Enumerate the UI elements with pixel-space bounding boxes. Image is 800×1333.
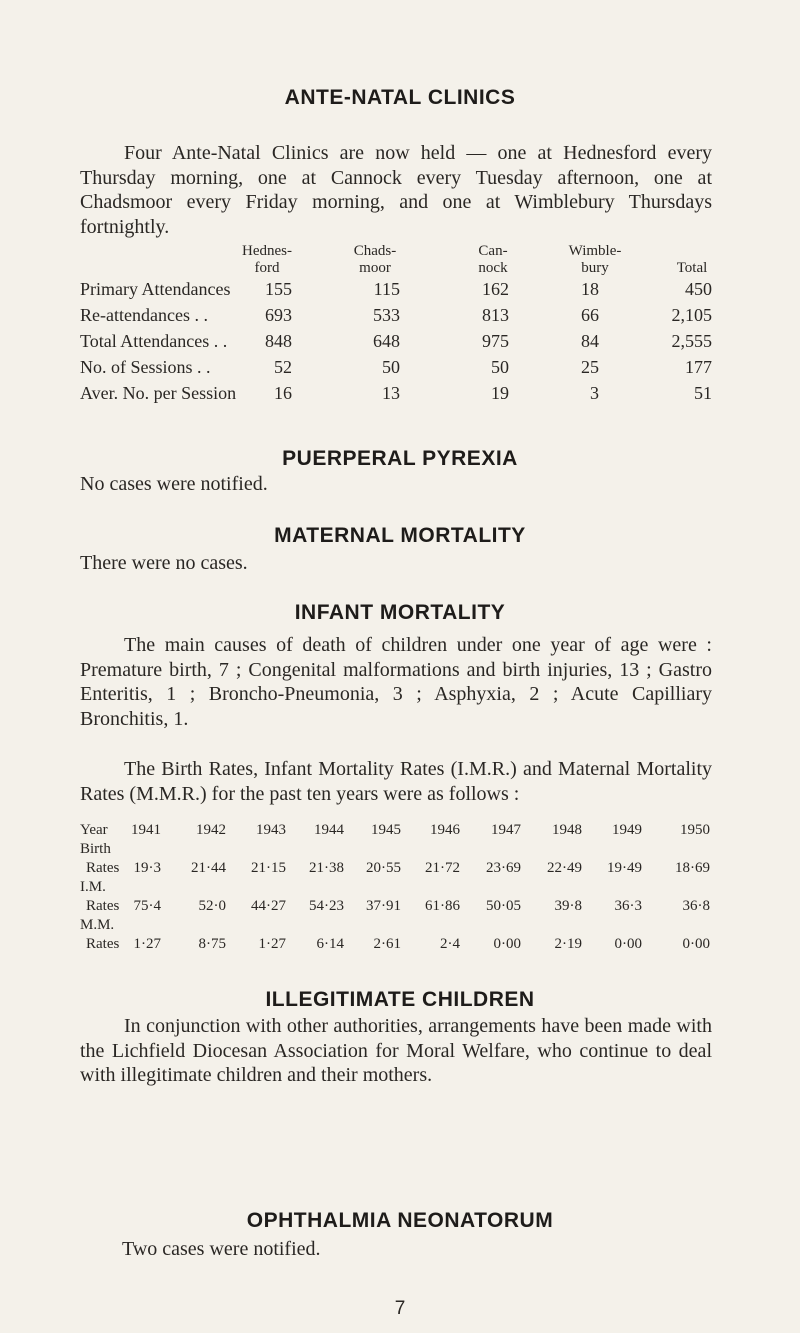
table-cell: 50 [382,357,400,377]
rate-cell: 36·3 [614,898,642,914]
rate-cell: 50·05 [486,898,521,914]
rate-cell: 18·69 [675,860,710,876]
table-cell: 177 [685,357,712,377]
rate-cell: 19·49 [607,860,642,876]
rate-cell: 2·4 [440,936,460,952]
row-label-rates: Rates [86,860,120,876]
col-header-hednesford: Hednes- ford [242,243,292,276]
rate-cell: 1·27 [258,936,286,952]
rate-cell: 21·44 [191,860,226,876]
rate-cell: 0·00 [614,936,642,952]
table-cell: 813 [482,305,509,325]
clinics-paragraph: Four Ante-Natal Clinics are now held — one at Hednesford every Thursday morning, one at Cannock every Tuesday afternoon, one at Chadsmoor every Friday morning, and one at Wimblebury Thursdays fortnightly. [80,142,712,238]
table-cell: 450 [685,279,712,299]
row-label-mm: M.M. [80,917,115,933]
table-cell: 693 [265,305,292,325]
rate-cell: 61·86 [425,898,460,914]
rate-cell: 37·91 [366,898,401,914]
row-label-sessions: No. of Sessions . . [80,357,211,377]
rate-cell: 19·3 [133,860,161,876]
page-number: 7 [394,1298,406,1319]
rate-cell: 54·23 [309,898,344,914]
year-header: 1943 [256,822,286,838]
illegitimate-paragraph: In conjunction with other authorities, arrangements have been made with the Lichfield Diocesan Association for Moral Welfare, who continue to deal with illegitimate children and their mothers. [80,1015,712,1086]
rate-cell: 36·8 [682,898,710,914]
infant-paragraph-2: The Birth Rates, Infant Mortality Rates (I.M.R.) and Maternal Mortality Rates (M.M.R.) for the past ten years were as follows : [80,758,712,805]
clinics-heading: ANTE-NATAL CLINICS [284,86,516,109]
col-header-cannock: Can- nock [478,243,508,276]
col-header-chadsmoor: Chads- moor [353,243,397,276]
rate-cell: 21·15 [251,860,286,876]
col-header-wimblebury: Wimble- bury [568,243,622,276]
ophthalmia-text: Two cases were notified. [122,1238,321,1260]
table-cell: 975 [482,331,509,351]
table-cell: 648 [373,331,400,351]
table-cell: 19 [491,383,509,403]
rate-cell: 22·49 [547,860,582,876]
col-header-total: Total [676,260,708,276]
row-label-birth: Birth [80,841,111,857]
rate-cell: 6·14 [316,936,344,952]
table-cell: 51 [694,383,712,403]
rate-cell: 0·00 [493,936,521,952]
table-cell: 66 [581,305,599,325]
table-cell: 25 [581,357,599,377]
maternal-heading: MATERNAL MORTALITY [274,524,526,547]
rate-cell: 21·38 [309,860,344,876]
rate-cell: 23·69 [486,860,521,876]
maternal-text: There were no cases. [80,552,248,574]
year-header: 1941 [131,822,161,838]
year-header: 1947 [491,822,521,838]
rate-cell: 52·0 [198,898,226,914]
infant-heading: INFANT MORTALITY [294,601,506,624]
rate-cell: 21·72 [425,860,460,876]
table-cell: 115 [373,279,400,299]
row-label-im: I.M. [80,879,106,895]
table-cell: 16 [274,383,292,403]
rate-cell: 20·55 [366,860,401,876]
rate-cell: 8·75 [198,936,226,952]
table-cell: 155 [265,279,292,299]
row-label-rates: Rates [86,936,120,952]
table-cell: 2,555 [671,331,712,351]
table-cell: 3 [590,383,599,403]
illegitimate-heading: ILLEGITIMATE CHILDREN [265,988,535,1011]
table-cell: 848 [265,331,292,351]
year-header: 1942 [196,822,226,838]
year-header: 1946 [430,822,460,838]
table-cell: 84 [581,331,599,351]
rate-cell: 39·8 [554,898,582,914]
year-header: 1948 [552,822,582,838]
table-cell: 533 [373,305,400,325]
year-header: 1950 [680,822,710,838]
year-label: Year [80,822,108,838]
row-label-rates: Rates [86,898,120,914]
row-label-average: Aver. No. per Session [80,383,237,403]
table-cell: 18 [581,279,599,299]
puerperal-text: No cases were notified. [80,473,268,495]
rate-cell: 44·27 [251,898,286,914]
table-cell: 2,105 [671,305,712,325]
rate-cell: 1·27 [133,936,161,952]
rate-cell: 2·61 [373,936,401,952]
year-header: 1949 [612,822,642,838]
rate-cell: 2·19 [554,936,582,952]
table-cell: 52 [274,357,292,377]
infant-paragraph-1: The main causes of death of children under one year of age were : Premature birth, 7 ; Congenital malformations and birth injuries, 13 ; Gastro Enteritis, 1 ; Broncho-Pneumonia, 3 ; Asphyxia, 2 ; Acute Capilliary Bronchitis, 1. [80,634,712,730]
ophthalmia-heading: OPHTHALMIA NEONATORUM [246,1209,554,1232]
year-header: 1945 [371,822,401,838]
row-label-total-attendances: Total Attendances . . [80,331,228,351]
table-cell: 162 [482,279,509,299]
row-label-primary: Primary Attendances [80,279,231,299]
rate-cell: 75·4 [133,898,161,914]
rate-cell: 0·00 [682,936,710,952]
table-cell: 50 [491,357,509,377]
row-label-reattendances: Re-attendances . . [80,305,208,325]
year-header: 1944 [314,822,344,838]
table-cell: 13 [382,383,400,403]
puerperal-heading: PUERPERAL PYREXIA [282,447,518,470]
